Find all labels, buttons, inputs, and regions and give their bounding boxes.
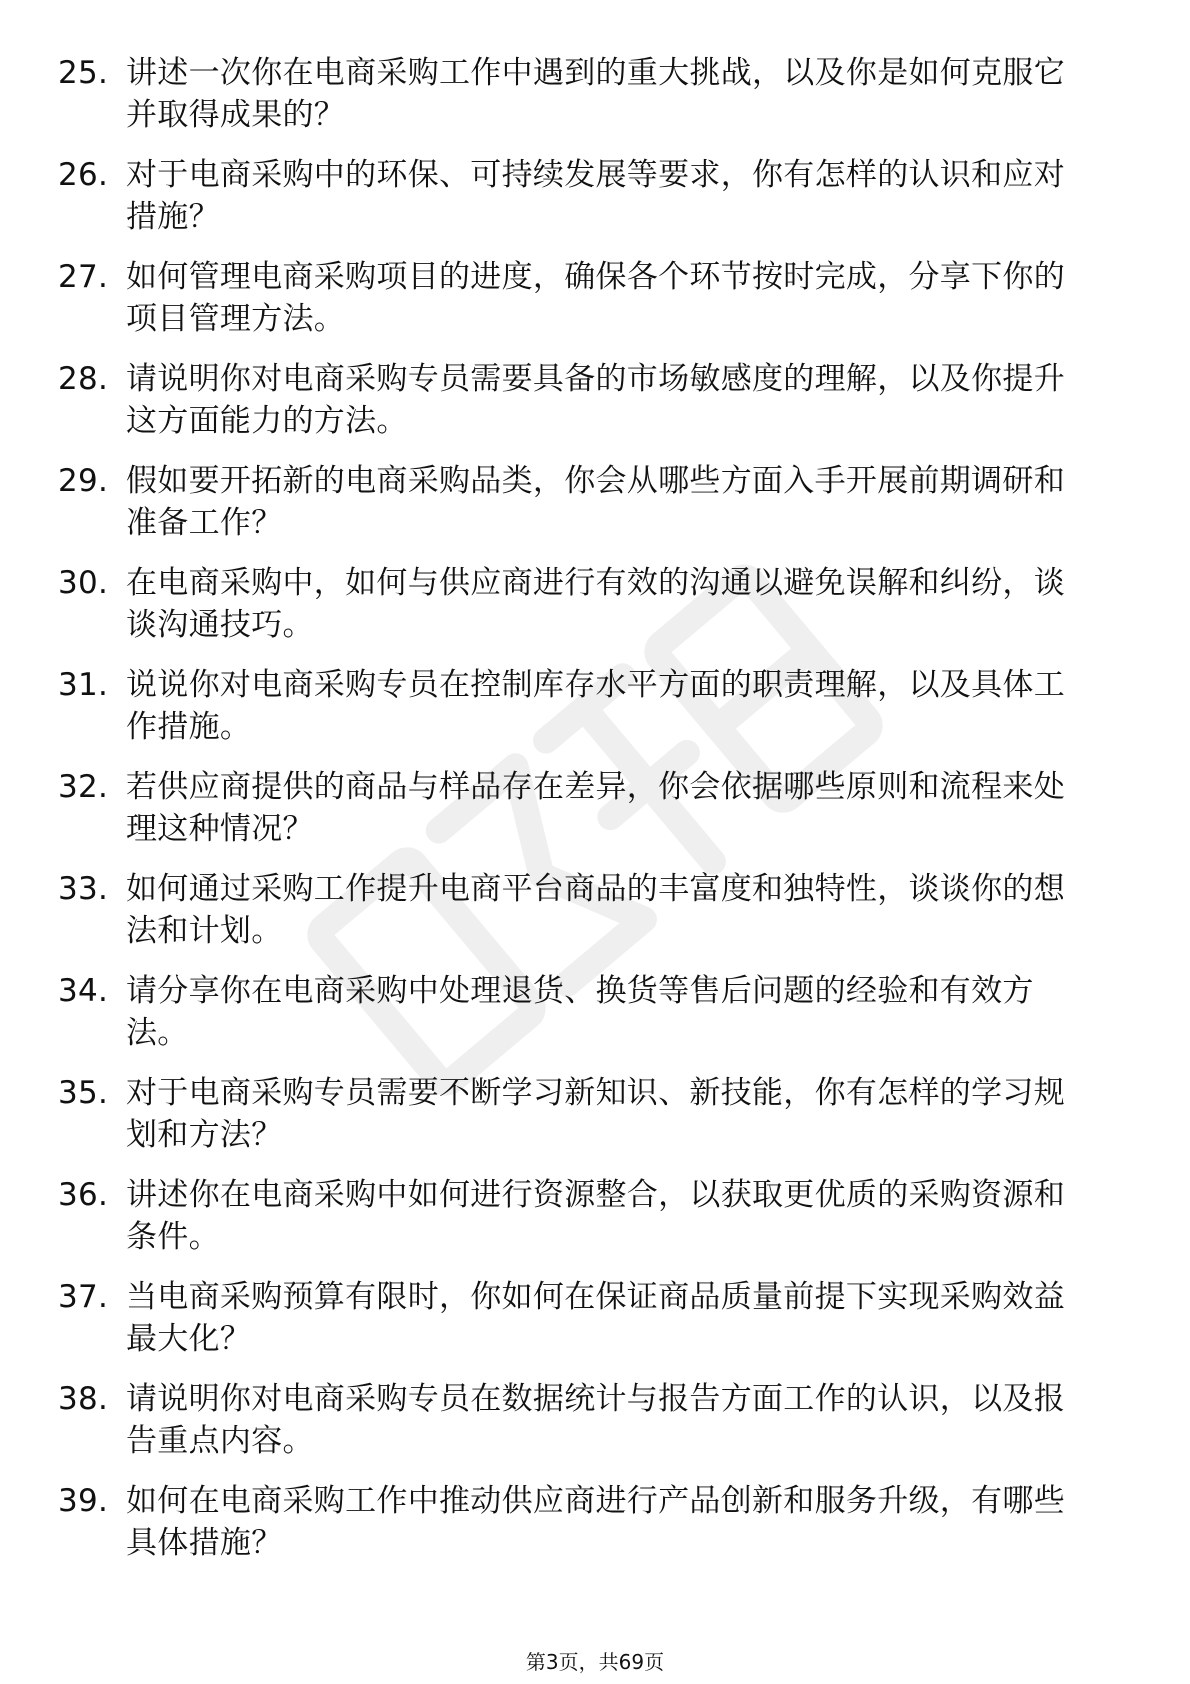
question-number: 33. <box>58 871 109 907</box>
question-text: 说说你对电商采购专员在控制库存水平方面的职责理解，以及具体工作措施。 <box>126 667 1065 745</box>
question-number: 26. <box>58 157 109 193</box>
question-text: 请分享你在电商采购中处理退货、换货等售后问题的经验和有效方法。 <box>126 973 1034 1051</box>
question-item-38 <box>58 1378 1118 1462</box>
question-item-34 <box>58 970 1118 1054</box>
question-text: 如何管理电商采购项目的进度，确保各个环节按时完成，分享下你的项目管理方法。 <box>126 259 1065 337</box>
question-number: 31. <box>58 667 109 703</box>
question-number: 35. <box>58 1075 109 1111</box>
question-number: 30. <box>58 565 109 601</box>
question-item-31 <box>58 664 1118 748</box>
question-number: 37. <box>58 1279 109 1315</box>
question-number: 32. <box>58 769 109 805</box>
question-number: 29. <box>58 463 109 499</box>
question-text: 假如要开拓新的电商采购品类，你会从哪些方面入手开展前期调研和准备工作？ <box>126 463 1065 541</box>
question-number: 27. <box>58 259 109 295</box>
question-text: 对于电商采购中的环保、可持续发展等要求，你有怎样的认识和应对措施？ <box>126 157 1065 235</box>
question-text: 如何在电商采购工作中推动供应商进行产品创新和服务升级，有哪些具体措施？ <box>126 1483 1065 1561</box>
question-text: 当电商采购预算有限时，你如何在保证商品质量前提下实现采购效益最大化？ <box>126 1279 1065 1357</box>
question-number: 34. <box>58 973 109 1009</box>
question-item-37 <box>58 1276 1118 1360</box>
question-number: 38. <box>58 1381 109 1417</box>
question-item-29 <box>58 460 1118 544</box>
question-text: 若供应商提供的商品与样品存在差异，你会依据哪些原则和流程来处理这种情况？ <box>126 769 1065 847</box>
question-item-30 <box>58 562 1118 646</box>
question-item-33 <box>58 868 1118 952</box>
question-number: 39. <box>58 1483 109 1519</box>
question-text: 讲述你在电商采购中如何进行资源整合，以获取更优质的采购资源和条件。 <box>126 1177 1065 1255</box>
page-footer: 第3页，共69页 <box>525 1650 665 1674</box>
question-number: 28. <box>58 361 109 397</box>
question-text: 请说明你对电商采购专员需要具备的市场敏感度的理解，以及你提升这方面能力的方法。 <box>126 361 1065 439</box>
question-list <box>58 52 1118 1582</box>
question-text: 请说明你对电商采购专员在数据统计与报告方面工作的认识，以及报告重点内容。 <box>126 1381 1065 1459</box>
question-item-36 <box>58 1174 1118 1258</box>
question-item-26 <box>58 154 1118 238</box>
question-text: 对于电商采购专员需要不断学习新知识、新技能，你有怎样的学习规划和方法？ <box>126 1075 1065 1153</box>
question-item-35 <box>58 1072 1118 1156</box>
question-item-25 <box>58 52 1118 136</box>
question-number: 36. <box>58 1177 109 1213</box>
question-number: 25. <box>58 55 109 91</box>
question-item-39 <box>58 1480 1118 1564</box>
question-text: 在电商采购中，如何与供应商进行有效的沟通以避免误解和纠纷，谈谈沟通技巧。 <box>126 565 1065 643</box>
question-item-32 <box>58 766 1118 850</box>
question-item-28 <box>58 358 1118 442</box>
question-text: 讲述一次你在电商采购工作中遇到的重大挑战，以及你是如何克服它并取得成果的？ <box>126 55 1065 133</box>
question-item-27 <box>58 256 1118 340</box>
question-text: 如何通过采购工作提升电商平台商品的丰富度和独特性，谈谈你的想法和计划。 <box>126 871 1065 949</box>
